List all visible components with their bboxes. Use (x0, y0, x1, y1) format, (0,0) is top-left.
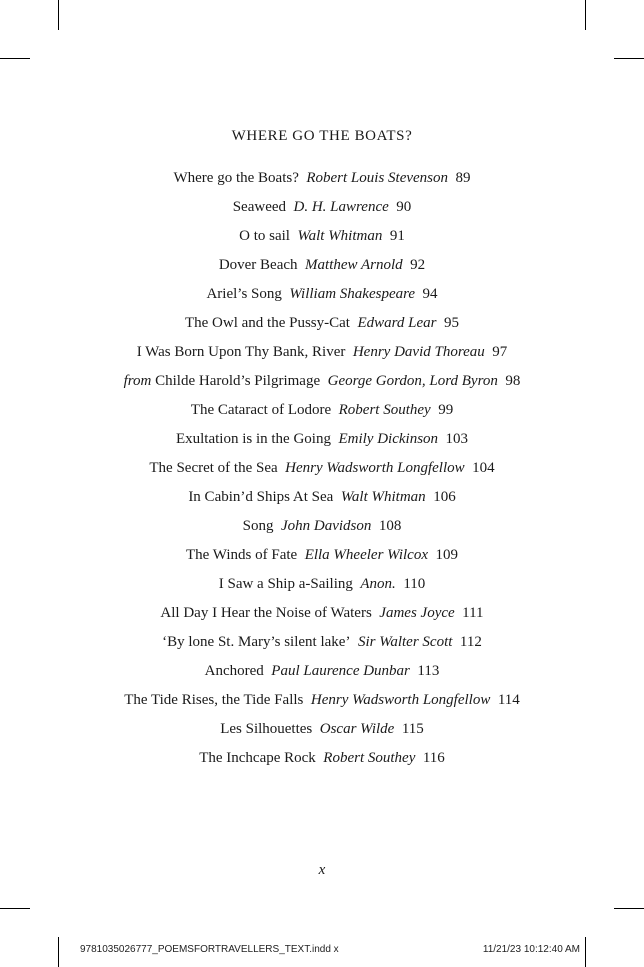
toc-entry (105, 342, 539, 363)
poem-author: Edward Lear (357, 315, 437, 331)
poem-author: Paul Laurence Dunbar (271, 663, 410, 679)
page-number: 109 (435, 547, 458, 563)
page-number: 116 (422, 750, 445, 766)
poem-title: I Was Born Upon Thy Bank, River (136, 344, 346, 360)
page-number: 108 (378, 518, 402, 534)
toc-entry (105, 690, 539, 711)
crop-mark-bottom-right (585, 937, 586, 967)
entry-prefix: from (123, 373, 152, 389)
poem-author: Sir Walter Scott (357, 634, 453, 650)
toc-entry (105, 168, 539, 189)
toc-entry (105, 661, 539, 682)
toc-entry (105, 371, 539, 392)
page-number: 103 (445, 431, 469, 447)
page-number: 92 (410, 257, 426, 273)
poem-title: The Winds of Fate (186, 547, 298, 563)
section-title: WHERE GO THE BOATS? (231, 128, 413, 144)
poem-author: Robert Southey (338, 402, 431, 418)
page-number: 114 (497, 692, 520, 708)
page-number: 90 (396, 199, 412, 215)
crop-mark-top-left (58, 0, 59, 30)
poem-title: Ariel’s Song (206, 286, 282, 302)
poem-author: William Shakespeare (289, 286, 416, 302)
toc-entry (105, 516, 539, 537)
poem-author: D. H. Lawrence (293, 199, 389, 215)
poem-author: James Joyce (379, 605, 455, 621)
toc-entry (105, 255, 539, 276)
crop-mark-bottom-left (58, 937, 59, 967)
page-number: 95 (444, 315, 460, 331)
toc-entry (105, 632, 539, 653)
poem-title: Song (242, 518, 274, 534)
crop-mark-right-top (614, 58, 644, 59)
toc-entry (105, 748, 539, 769)
page-number: 110 (403, 576, 426, 592)
toc-entry (105, 400, 539, 421)
poem-author: John Davidson (280, 518, 372, 534)
toc-entry (105, 226, 539, 247)
page-number: 113 (417, 663, 440, 679)
poem-title: Dover Beach (218, 257, 298, 273)
poem-author: Oscar Wilde (319, 721, 395, 737)
poem-author: Matthew Arnold (305, 257, 403, 273)
toc-entry (105, 197, 539, 218)
page-number: 112 (459, 634, 482, 650)
crop-mark-right-bottom (614, 908, 644, 909)
page-folio: x (318, 862, 326, 878)
poem-author: Ella Wheeler Wilcox (304, 547, 428, 563)
poem-title: Exultation is in the Going (175, 431, 331, 447)
poem-title: Seaweed (232, 199, 287, 215)
page-number: 106 (433, 489, 456, 505)
page-number: 104 (472, 460, 495, 476)
poem-author: Robert Louis Stevenson (306, 170, 449, 186)
poem-title: Les Silhouettes (220, 721, 313, 737)
page-number: 98 (505, 373, 521, 389)
toc-entry (105, 458, 539, 479)
toc-entry (105, 719, 539, 740)
poem-author: Henry Wadsworth Longfellow (285, 460, 465, 476)
poem-title: In Cabin’d Ships At Sea (188, 489, 334, 505)
poem-author: Anon. (360, 576, 396, 592)
poem-title: All Day I Hear the Noise of Waters (160, 605, 372, 621)
poem-title: The Owl and the Pussy-Cat (184, 315, 350, 331)
poem-title: The Tide Rises, the Tide Falls (124, 692, 304, 708)
crop-mark-left-top (0, 58, 30, 59)
poem-title: ‘By lone St. Mary’s silent lake’ (162, 634, 351, 650)
toc-entry (105, 487, 539, 508)
page-number: 91 (389, 228, 405, 244)
page-number: 89 (455, 170, 471, 186)
poem-author: George Gordon, Lord Byron (327, 373, 498, 389)
page-number: 94 (422, 286, 438, 302)
toc-entry (105, 429, 539, 450)
toc-entry (105, 313, 539, 334)
poem-author: Henry Wadsworth Longfellow (310, 692, 491, 708)
poem-author: Henry David Thoreau (352, 344, 485, 360)
poem-title: The Cataract of Lodore (190, 402, 332, 418)
crop-mark-left-bottom (0, 908, 30, 909)
page-number: 99 (438, 402, 454, 418)
slug-timestamp: 11/21/23 10:12:40 AM (482, 944, 580, 955)
poem-title: The Inchcape Rock (199, 750, 316, 766)
page-number: 111 (462, 605, 484, 621)
poem-author: Walt Whitman (297, 228, 383, 244)
toc-entry (105, 545, 539, 566)
toc-entry (105, 603, 539, 624)
poem-title: Childe Harold’s Pilgrimage (155, 373, 321, 389)
poem-author: Emily Dickinson (338, 431, 439, 447)
poem-title: O to sail (239, 228, 290, 244)
table-of-contents (105, 168, 539, 777)
poem-author: Walt Whitman (340, 489, 426, 505)
page-number: 97 (492, 344, 508, 360)
page-number: 115 (401, 721, 424, 737)
poem-title: I Saw a Ship a-Sailing (218, 576, 353, 592)
poem-title: Where go the Boats? (173, 170, 299, 186)
toc-entry (105, 284, 539, 305)
slug-filename: 9781035026777_POEMSFORTRAVELLERS_TEXT.indd x (80, 944, 339, 955)
toc-entry (105, 574, 539, 595)
poem-title: Anchored (204, 663, 264, 679)
crop-mark-top-right (585, 0, 586, 30)
poem-author: Robert Southey (323, 750, 416, 766)
poem-title: The Secret of the Sea (149, 460, 278, 476)
